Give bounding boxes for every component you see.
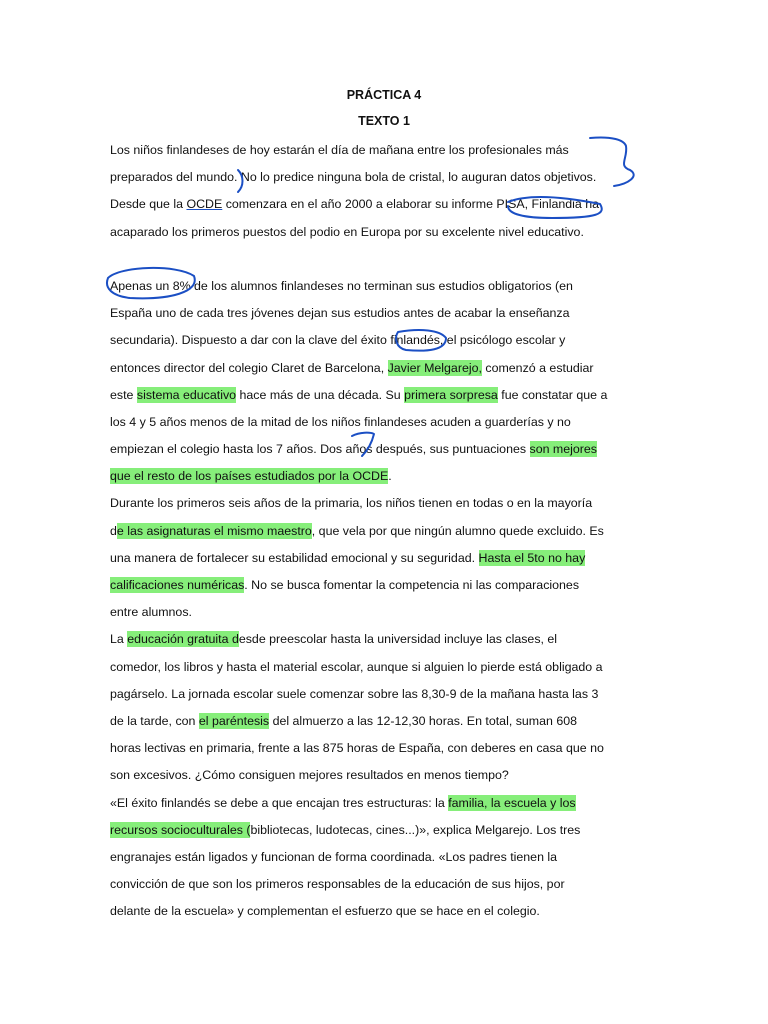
text-segment: Desde que la — [110, 197, 187, 212]
highlighted-text: primera sorpresa — [404, 387, 498, 402]
text-segment: este — [110, 387, 137, 402]
text-line — [110, 300, 640, 327]
text-line — [110, 219, 640, 246]
text-segment: Apenas un 8% de los alumnos finlandeses no terminan sus estudios obligatorios (en — [110, 278, 573, 293]
text-line — [110, 191, 640, 218]
text-line — [110, 599, 640, 626]
highlighted-text: Javier Melgarejo, — [387, 360, 482, 375]
text-segment: de la tarde, con — [110, 713, 199, 728]
text-line — [110, 436, 640, 463]
text-segment: convicción de que son los primeros responsables de la educación de sus hijos, por — [110, 877, 565, 892]
text-segment: entonces director del colegio Claret de Barcelona, — [110, 360, 388, 375]
text-segment: son excesivos. ¿Cómo consiguen mejores resultados en menos tiempo? — [110, 768, 509, 783]
text-segment: pagárselo. La jornada escolar suele comenzar sobre las 8,30-9 de la mañana hasta las 3 — [110, 686, 599, 701]
text-segment: del almuerzo a las 12-12,30 horas. En total, suman 608 — [269, 713, 578, 728]
text-segment: comedor, los libros y hasta el material escolar, aunque si alguien lo pierde está obligado a — [110, 659, 603, 674]
text-line — [110, 817, 640, 844]
text-segment: engranajes están ligados y funcionan de forma coordinada. «Los padres tienen la — [110, 849, 558, 864]
text-line — [110, 164, 640, 191]
highlighted-text: educación gratuita d — [127, 632, 239, 647]
highlighted-text: son mejores — [529, 442, 597, 457]
text-line — [110, 654, 640, 681]
highlighted-text: que el resto de los países estudiados por la OCDE — [110, 469, 389, 484]
text-line — [110, 137, 640, 164]
text-line — [110, 735, 640, 762]
text-segment: secundaria). Dispuesto a dar con la clave del éxito finlandés, el psicólogo escolar y — [110, 333, 566, 348]
text-line — [110, 463, 640, 490]
body-text — [110, 137, 640, 925]
document-title: PRÁCTICA 4 — [346, 88, 422, 102]
text-line — [110, 246, 640, 273]
document-subtitle: TEXTO 1 — [358, 114, 410, 128]
text-line — [110, 844, 640, 871]
text-segment: acaparado los primeros puestos del podio en Europa por su excelente nivel educativo. — [110, 224, 584, 239]
highlighted-text: Hasta el 5to no hay — [478, 550, 586, 565]
text-segment: comenzó a estudiar — [481, 360, 594, 375]
text-segment: Los niños finlandeses de hoy estarán el día de mañana entre los profesionales más — [110, 143, 569, 157]
text-segment: horas lectivas en primaria, frente a las 875 horas de España, con deberes en casa que no — [110, 741, 604, 756]
text-line — [110, 626, 640, 653]
text-line — [110, 273, 640, 300]
text-segment: los 4 y 5 años menos de la mitad de los niños finlandeses acuden a guarderías y no — [110, 414, 571, 429]
text-line — [110, 382, 640, 409]
text-segment: esde preescolar hasta la universidad incluye las clases, el — [238, 632, 558, 647]
text-segment: preparados del mundo. No lo predice ninguna bola de cristal, lo auguran datos objetivos. — [110, 170, 597, 185]
highlighted-text: familia, la escuela y los — [448, 795, 576, 810]
text-line — [110, 490, 640, 517]
text-segment: hace más de una década. Su — [236, 387, 405, 402]
text-line — [110, 898, 640, 925]
text-line — [110, 545, 640, 572]
highlighted-text: calificaciones numéricas — [110, 578, 245, 592]
text-segment: empiezan el colegio hasta los 7 años. Dos años después, sus puntuaciones — [110, 442, 530, 457]
text-line — [110, 572, 640, 599]
highlighted-text: e las asignaturas el mismo maestro — [116, 523, 312, 538]
text-segment: bibliotecas, ludotecas, cines...)», explica Melgarejo. Los tres — [250, 822, 581, 837]
text-line — [110, 871, 640, 898]
text-segment: «El éxito finlandés se debe a que encajan tres estructuras: la — [110, 795, 449, 810]
highlighted-text: recursos socioculturales ( — [110, 822, 251, 837]
text-segment: . — [388, 469, 392, 484]
highlighted-text: el paréntesis — [198, 713, 270, 728]
text-line — [110, 327, 640, 354]
text-line — [110, 518, 640, 545]
text-segment: Durante los primeros seis años de la primaria, los niños tienen en todas o en la mayoría — [110, 496, 593, 511]
text-segment: delante de la escuela» y complementan el esfuerzo que se hace en el colegio. — [110, 904, 540, 919]
text-segment: d — [110, 523, 117, 538]
text-line — [110, 762, 640, 789]
highlighted-text: sistema educativo — [136, 387, 237, 402]
text-segment: España uno de cada tres jóvenes dejan sus estudios antes de acabar la enseñanza — [110, 306, 570, 321]
underlined-text: OCDE — [186, 197, 223, 212]
text-segment: La — [110, 632, 128, 647]
text-segment: , que vela por que ningún alumno quede excluido. Es — [311, 523, 604, 538]
text-segment: entre alumnos. — [110, 605, 192, 620]
text-line — [110, 790, 640, 817]
text-line — [110, 708, 640, 735]
text-segment: comenzara en el año 2000 a elaborar su informe PISA, Finlandia ha — [222, 197, 600, 212]
text-line — [110, 355, 640, 382]
text-segment: una manera de fortalecer su estabilidad emocional y su seguridad. — [110, 550, 479, 565]
text-line — [110, 409, 640, 436]
text-segment: . No se busca fomentar la competencia ni las comparaciones — [244, 578, 580, 592]
text-segment: fue constatar que a — [497, 387, 608, 402]
text-line — [110, 681, 640, 708]
